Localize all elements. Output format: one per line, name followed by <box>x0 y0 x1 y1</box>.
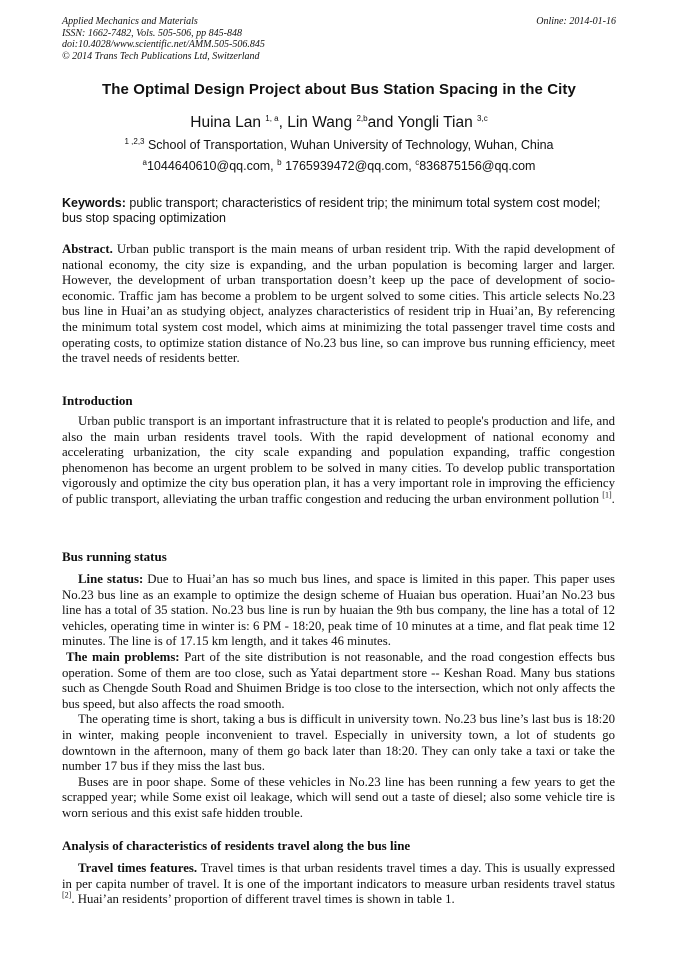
section-heading-introduction: Introduction <box>62 393 133 408</box>
issn-line: ISSN: 1662-7482, Vols. 505-506, pp 845-848 <box>62 27 242 39</box>
running-header <box>62 16 616 62</box>
keywords-label: Keywords: <box>62 196 126 210</box>
keywords-text: public transport; characteristics of resident trip; the minimum total system cost model; bus stop spacing optimization <box>62 196 601 225</box>
citation[interactable]: [2] <box>62 890 72 900</box>
travel-times-end: . Huai’an residents’ proportion of different travel times is shown in table 1. <box>71 892 455 907</box>
email-superscript: c <box>415 157 420 167</box>
keywords <box>62 196 618 226</box>
affiliation-text: School of Transportation, Wuhan University of Technology, Wuhan, China <box>144 138 554 152</box>
email-address[interactable]: 1765939472@qq.com, <box>281 159 416 173</box>
doi-line: doi:10.4028/www.scientific.net/AMM.505-506.845 <box>62 39 265 50</box>
operating-time-paragraph: The operating time is short, taking a bus is difficult in university town. No.23 bus line’s last bus is 18:20 in winter, making people inconvenient to travel. Especially in university town, a lot of students go downtown in the afternoon, many of them go back later than 18:20. They can only take a taxi or take the number 17 bus if they miss the last bus. <box>62 712 615 774</box>
author-superscript: 2,b <box>356 113 368 123</box>
email-address[interactable]: 1044640610@qq.com, <box>146 159 278 173</box>
author-list <box>0 114 678 132</box>
bus-status-section <box>62 572 615 822</box>
author-name: and Yongli Tian <box>367 114 478 131</box>
affiliation <box>0 138 678 152</box>
line-status-paragraph <box>62 572 615 650</box>
section-heading-analysis: Analysis of characteristics of residents travel along the bus line <box>62 838 411 853</box>
line-status-text: Due to Huai’an has so much bus lines, and space is limited in this paper. This paper uses No.23 bus line as an example to optimize the design scheme of Huaian bus operation. Huai’an No.23 bus line has a total of 35 station. No.23 bus line is run by huaian the 9th bus company, the line has a total of 12 vehicles, operating time in winter is: 6 PM - 18:20, peak time of 10 minutes at a time, and flat peak time 12 minutes. The line is of 17.15 km length, and it takes 46 minutes. <box>62 572 615 649</box>
introduction-paragraph <box>62 414 615 508</box>
section-heading-bus-running-status: Bus running status <box>62 549 167 564</box>
abstract-text: Urban public transport is the main means of urban resident trip. With the rapid development of national economy, the city size is expanding, and the urban population is becoming larger and larger. However, the development of urban transportation doesn’t keep up the pace of development of socio-economic. Traffic jam has become a problem to be urgent solved to some cities. This article selects No.23 bus line in Huai’an as studying object, analyzes characteristics of resident trip in Huai’an, By referencing the minimum total system cost model, which aims at minimizing the total passenger travel time costs and operating costs, to optimize station distance of No.23 bus line, so can improve bus running efficiency, meet the travel needs of residents better. <box>62 242 615 366</box>
line-status-label: Line status: <box>78 572 144 586</box>
sentence-end: . <box>611 491 615 506</box>
main-problems-paragraph <box>62 650 615 712</box>
author-superscript: 3,c <box>477 113 488 123</box>
abstract <box>62 242 615 367</box>
email-list <box>0 159 678 173</box>
travel-times-paragraph <box>62 861 615 908</box>
author-name: , Lin Wang <box>278 114 357 131</box>
email-superscript: b <box>277 157 282 167</box>
introduction-text: Urban public transport is an important infrastructure that it is related to people's production and life, and also the main urban residents travel tools. With the rapid development of national economy and accelerating urbanization, the city scale expanding and population expanding, traffic congestion phenomenon has become an urgent problem to be solved in many cities. To develop public transportation vigorously and optimize the city bus operation plan, it has a very important role in improving the efficiency of public transport, alleviating the urban traffic congestion and reducing the urban environment pollution <box>62 414 615 506</box>
travel-times-text: Travel times is that urban residents travel times a day. This is usually expressed in per capita number of travel. It is one of the important indicators to measure urban residents travel status <box>62 861 615 891</box>
citation[interactable]: [1] <box>602 490 612 500</box>
email-address[interactable]: 836875156@qq.com <box>419 159 536 173</box>
author-name: Huina Lan <box>190 114 266 131</box>
affiliation-superscript: 1 ,2,3 <box>124 136 145 146</box>
paper-title: The Optimal Design Project about Bus Station Spacing in the City <box>102 81 576 98</box>
journal-name: Applied Mechanics and Materials <box>62 16 198 27</box>
travel-times-label: Travel times features. <box>78 861 198 875</box>
author-superscript: 1, a <box>265 113 279 123</box>
email-superscript: a <box>142 157 147 167</box>
main-problems-label: The main problems: <box>66 649 180 664</box>
online-date: Online: 2014-01-16 <box>536 16 616 27</box>
bus-condition-paragraph: Buses are in poor shape. Some of these vehicles in No.23 line has been running a few years to get the scrapped year; while Some exist oil leakage, which will send out a taste of diesel; also some vehicle tire is worn serious and this exist safe hidden trouble. <box>62 774 615 820</box>
abstract-label: Abstract. <box>62 242 113 256</box>
main-problems-text: Part of the site distribution is not reasonable, and the road congestion effects bus operation. Some of them are too close, such as Yatai department store -- Keshan Road. Many bus stations such as Chengde South Road and Shuimen Bridge is too close to the intersection, which not only affects the bus speed, but also affects the road smooth. <box>62 649 615 711</box>
copyright-line: © 2014 Trans Tech Publications Ltd, Switzerland <box>62 50 260 62</box>
